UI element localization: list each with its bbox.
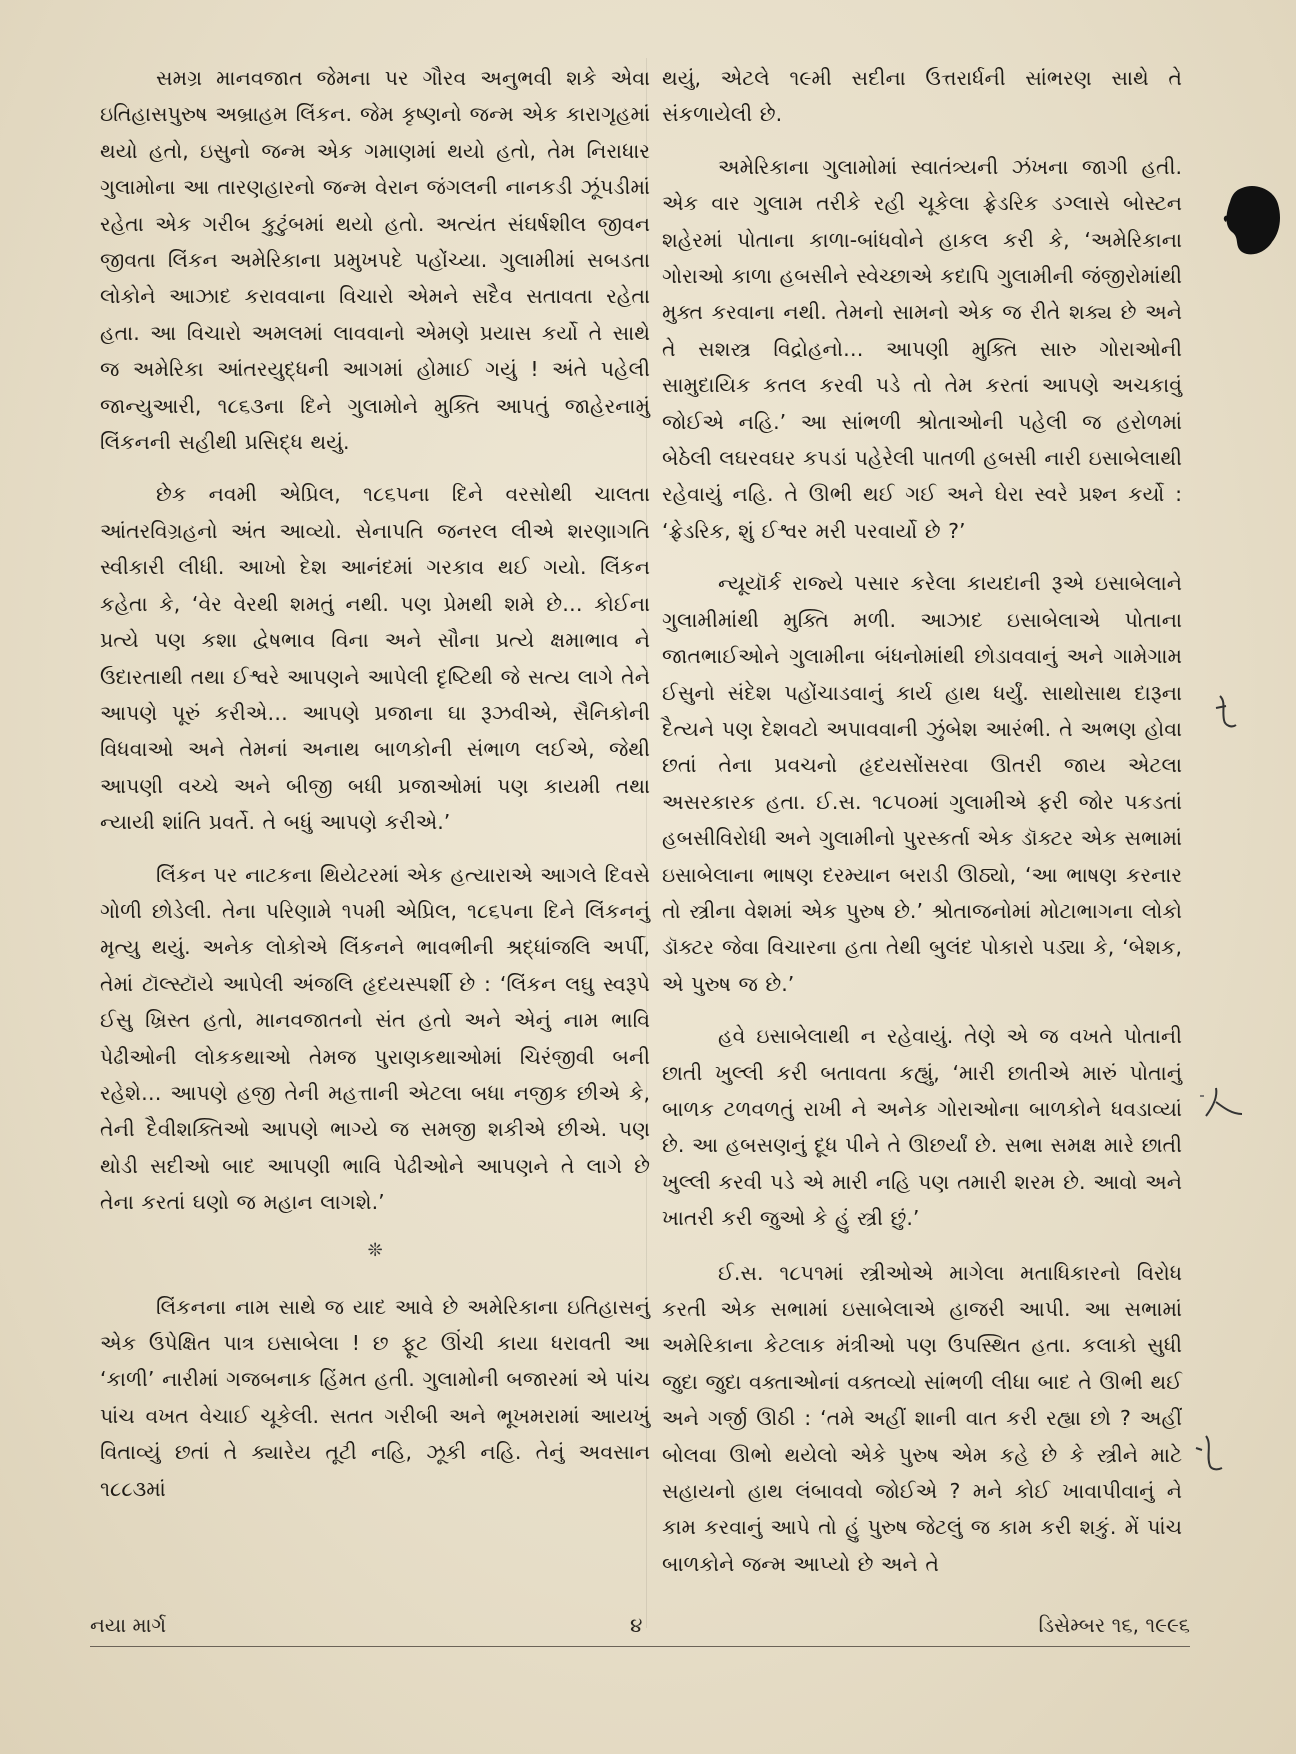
right-column — [662, 60, 1182, 1582]
page-number: ૪ — [630, 1613, 643, 1637]
publication-name: નયા માર્ગ — [90, 1613, 167, 1637]
paragraph-lincoln-death: લિંકન પર નાટકના થિયેટરમાં એક હત્યારાએ આગલે દિવસે ગોળી છોડેલી. તેના પરિણામે ૧૫મી એપ્રિલ, ૧૮૬૫ના દિને લિંકનનું મૃત્યુ થયું. અનેક લોકોએ લિંકનને ભાવભીની શ્રદ્ધાંજલિ અર્પી, તેમાં ટૉલ્સ્ટૉયે આપેલી અંજલિ હૃદયસ્પર્શી છે : ‘લિંકન લઘુ સ્વરૂપે ઈસુ ખ્રિસ્ત હતો, માનવજાતનો સંત હતો અને એનું નામ ભાવિ પેઢીઓની લોકકથાઓ તેમજ પુરાણકથાઓમાં ચિરંજીવી બની રહેશે… આપણે હજી તેની મહત્તાની એટલા બધા નજીક છીએ કે, તેની દૈવીશક્તિઓ આપણે ભાગ્યે જ સમજી શકીએ છીએ. પણ થોડી સદીઓ બાદ આપણી ભાવિ પેઢીઓને આપણને તે લાગે છે તેના કરતાં ઘણો જ મહાન લાગશે.’ — [100, 862, 650, 1215]
section-separator: ❊ — [367, 1239, 383, 1261]
footer-rule — [90, 1646, 1190, 1647]
paragraph-isabella-intro: લિંકનના નામ સાથે જ યાદ આવે છે અમેરિકાના ઇતિહાસનું એક ઉપેક્ષિત પાત્ર ઇસાબેલા ! છ ફૂટ ઊંચી કાયા ધરાવતી આ ‘કાળી’ નારીમાં ગજબનાક હિંમત હતી. ગુલામોની બજારમાં એ પાંચ પાંચ વખત વેચાઈ ચૂકેલી. સતત ગરીબી અને ભૂખમરામાં આયખું વિતાવ્યું છતાં તે ક્યારેય તૂટી નહિ, ઝૂકી નહિ. તેનું અવસાન ૧૮૮૩માં — [100, 1294, 650, 1501]
issue-date: ડિસેમ્બર ૧૬, ૧૯૯૬ — [1038, 1613, 1190, 1637]
margin-mark — [1196, 1084, 1246, 1124]
paragraph-isabella-response: હવે ઇસાબેલાથી ન રહેવાયું. તેણે એ જ વખતે પોતાની છાતી ખુલ્લી કરી બતાવતા કહ્યું, ‘મારી છાતીએ મારું પોતાનું બાળક ટળવળતું રાખી ને અનેક ગોરાઓના બાળકોને ધવડાવ્યાં છે. આ હબસણનું દૂધ પીને તે ઊછર્યાં છે. સભા સમક્ષ મારે છાતી ખુલ્લી કરવી પડે એ મારી નહિ પણ તમારી શરમ છે. આવો અને ખાતરી કરી જુઓ કે હું સ્ત્રી છું.’ — [662, 1024, 1182, 1231]
paragraph-suffrage-meeting: ઈ.સ. ૧૮૫૧માં સ્ત્રીઓએ માગેલા મતાધિકારનો વિરોધ કરતી એક સભામાં ઇસાબેલાએ હાજરી આપી. આ સભામાં અમેરિકાના કેટલાક મંત્રીઓ પણ ઉપસ્થિત હતા. કલાકો સુધી જુદા જુદા વક્તાઓનાં વક્તવ્યો સાંભળી લીધા બાદ તે ઊભી થઈ અને ગર્જી ઊઠી : ‘તમે અહીં શાની વાત કરી રહ્યા છો ? અહીં બોલવા ઊભો થયેલો એકે પુરુષ એમ કહે છે કે સ્ત્રીને માટે સહાયનો હાથ લંબાવવો જોઈએ ? મને કોઈ ખાવાપીવાનું ને કામ કરવાનું આપે તો હું પુરુષ જેટલું જ કામ કરી શકું. મેં પાંચ બાળકોને જન્મ આપ્યો છે અને તે — [662, 1260, 1182, 1576]
left-column — [100, 60, 650, 1507]
paragraph-isabella-freedom: ન્યૂયૉર્ક રાજ્યે પસાર કરેલા કાયદાની રૂએ ઇસાબેલાને ગુલામીમાંથી મુક્તિ મળી. આઝાદ ઇસાબેલાએ પોતાના જાતભાઈઓને ગુલામીના બંધનોમાંથી છોડાવવાનું અને ગામેગામ ઈસુનો સંદેશ પહોંચાડવાનું કાર્ય હાથ ધર્યું. સાથોસાથ દારૂના દૈત્યને પણ દેશવટો અપાવવાની ઝુંબેશ આરંભી. તે અભણ હોવા છતાં તેના પ્રવચનો હૃદયસોંસરવા ઊતરી જાય એટલા અસરકારક હતા. ઈ.સ. ૧૮૫૦માં ગુલામીએ ફરી જોર પકડતાં હબસીવિરોધી અને ગુલામીનો પુરસ્કર્તા એક ડૉક્ટર એક સભામાં ઇસાબેલાના ભાષણ દરમ્યાન બરાડી ઊઠ્યો, ‘આ ભાષણ કરનાર તો સ્ત્રીના વેશમાં એક પુરુષ છે.’ શ્રોતાજનોમાં મોટાભાગના લોકો ડૉક્ટર જેવા વિચારના હતા તેથી બુલંદ પોકારો પડ્યા કે, ‘બેશક, એ પુરુષ જ છે.’ — [662, 571, 1182, 996]
page-footer — [90, 1610, 1190, 1640]
paragraph-douglass-speech: અમેરિકાના ગુલામોમાં સ્વાતંત્ર્યની ઝંખના જાગી હતી. એક વાર ગુલામ તરીકે રહી ચૂકેલા ફ્રેડરિક ડગ્લાસે બોસ્ટન શહેરમાં પોતાના કાળા-બાંધવોને હાકલ કરી કે, ‘અમેરિકાના ગોરાઓ કાળા હબસીને સ્વેચ્છાએ કદાપિ ગુલામીની જંજીરોમાંથી મુક્ત કરવાના નથી. તેમનો સામનો એક જ રીતે શક્ય છે અને તે સશસ્ત્ર વિદ્રોહનો… આપણી મુક્તિ સારુ ગોરાઓની સામુદાયિક કતલ કરવી પડે તો તેમ કરતાં આપણે અચકાવું જોઈએ નહિ.’ આ સાંભળી શ્રોતાઓની પહેલી જ હરોળમાં બેઠેલી લઘરવઘર કપડાં પહેરેલી પાતળી હબસી નારી ઇસાબેલાથી રહેવાયું નહિ. તે ઊભી થઈ ગઈ અને ઘેરા સ્વરે પ્રશ્ન કર્યો : ‘ફ્રેડરિક, શું ઈશ્વર મરી પરવાર્યો છે ?’ — [662, 154, 1182, 543]
paragraph-lincoln-intro: સમગ્ર માનવજાત જેમના પર ગૌરવ અનુભવી શકે એવા ઇતિહાસપુરુષ અબ્રાહમ લિંકન. જેમ કૃષ્ણનો જન્મ એક કારાગૃહમાં થયો હતો, ઇસુનો જન્મ એક ગમાણમાં થયો હતો, તેમ નિરાધાર ગુલામોના આ તારણહારનો જન્મ વેરાન જંગલની નાનકડી ઝૂંપડીમાં રહેતા એક ગરીબ કુટુંબમાં થયો હતો. અત્યંત સંઘર્ષશીલ જીવન જીવતા લિંકન અમેરિકાના પ્રમુખપદે પહોંચ્યા. ગુલામીમાં સબડતા લોકોને આઝાદ કરાવવાના વિચારો એમને સદૈવ સતાવતા રહેતા હતા. આ વિચારો અમલમાં લાવવાનો એમણે પ્રયાસ કર્યો તે સાથે જ અમેરિકા આંતરયુદ્ધની આગમાં હોમાઈ ગયું ! અંતે પહેલી જાન્યુઆરી, ૧૮૬૩ના દિને ગુલામોને મુક્તિ આપતું જાહેરનામું લિંકનની સહીથી પ્રસિદ્ધ થયું. — [100, 66, 650, 455]
paragraph-continuation: થયું, એટલે ૧૯મી સદીના ઉત્તરાર્ધની સાંભરણ સાથે તે સંકળાયેલી છે. — [662, 66, 1182, 127]
paragraph-civil-war-end: છેક નવમી એપ્રિલ, ૧૮૬૫ના દિને વરસોથી ચાલતા આંતરવિગ્રહનો અંત આવ્યો. સેનાપતિ જનરલ લીએ શરણાગતિ સ્વીકારી લીધી. આખો દેશ આનંદમાં ગરકાવ થઈ ગયો. લિંકન કહેતા કે, ‘વેર વેરથી શમતું નથી. પણ પ્રેમથી શમે છે… કોઈના પ્રત્યે પણ કશા દ્વેષભાવ વિના અને સૌના પ્રત્યે ક્ષમાભાવ ને ઉદારતાથી તથા ઈશ્વરે આપણને આપેલી દૃષ્ટિથી જે સત્ય લાગે તેને આપણે પૂરું કરીએ… આપણે પ્રજાના ઘા રૂઝવીએ, સૈનિકોની વિધવાઓ અને તેમનાં અનાથ બાળકોની સંભાળ લઈએ, જેથી આપણી વચ્ચે અને બીજી બધી પ્રજાઓમાં પણ કાયમી તથા ન્યાયી શાંતિ પ્રવર્તે. તે બધું આપણે કરીએ.’ — [100, 482, 650, 835]
ink-blot-mark — [1222, 182, 1282, 260]
column-divider — [646, 58, 647, 1628]
margin-mark — [1212, 692, 1240, 732]
margin-mark — [1192, 1430, 1232, 1474]
